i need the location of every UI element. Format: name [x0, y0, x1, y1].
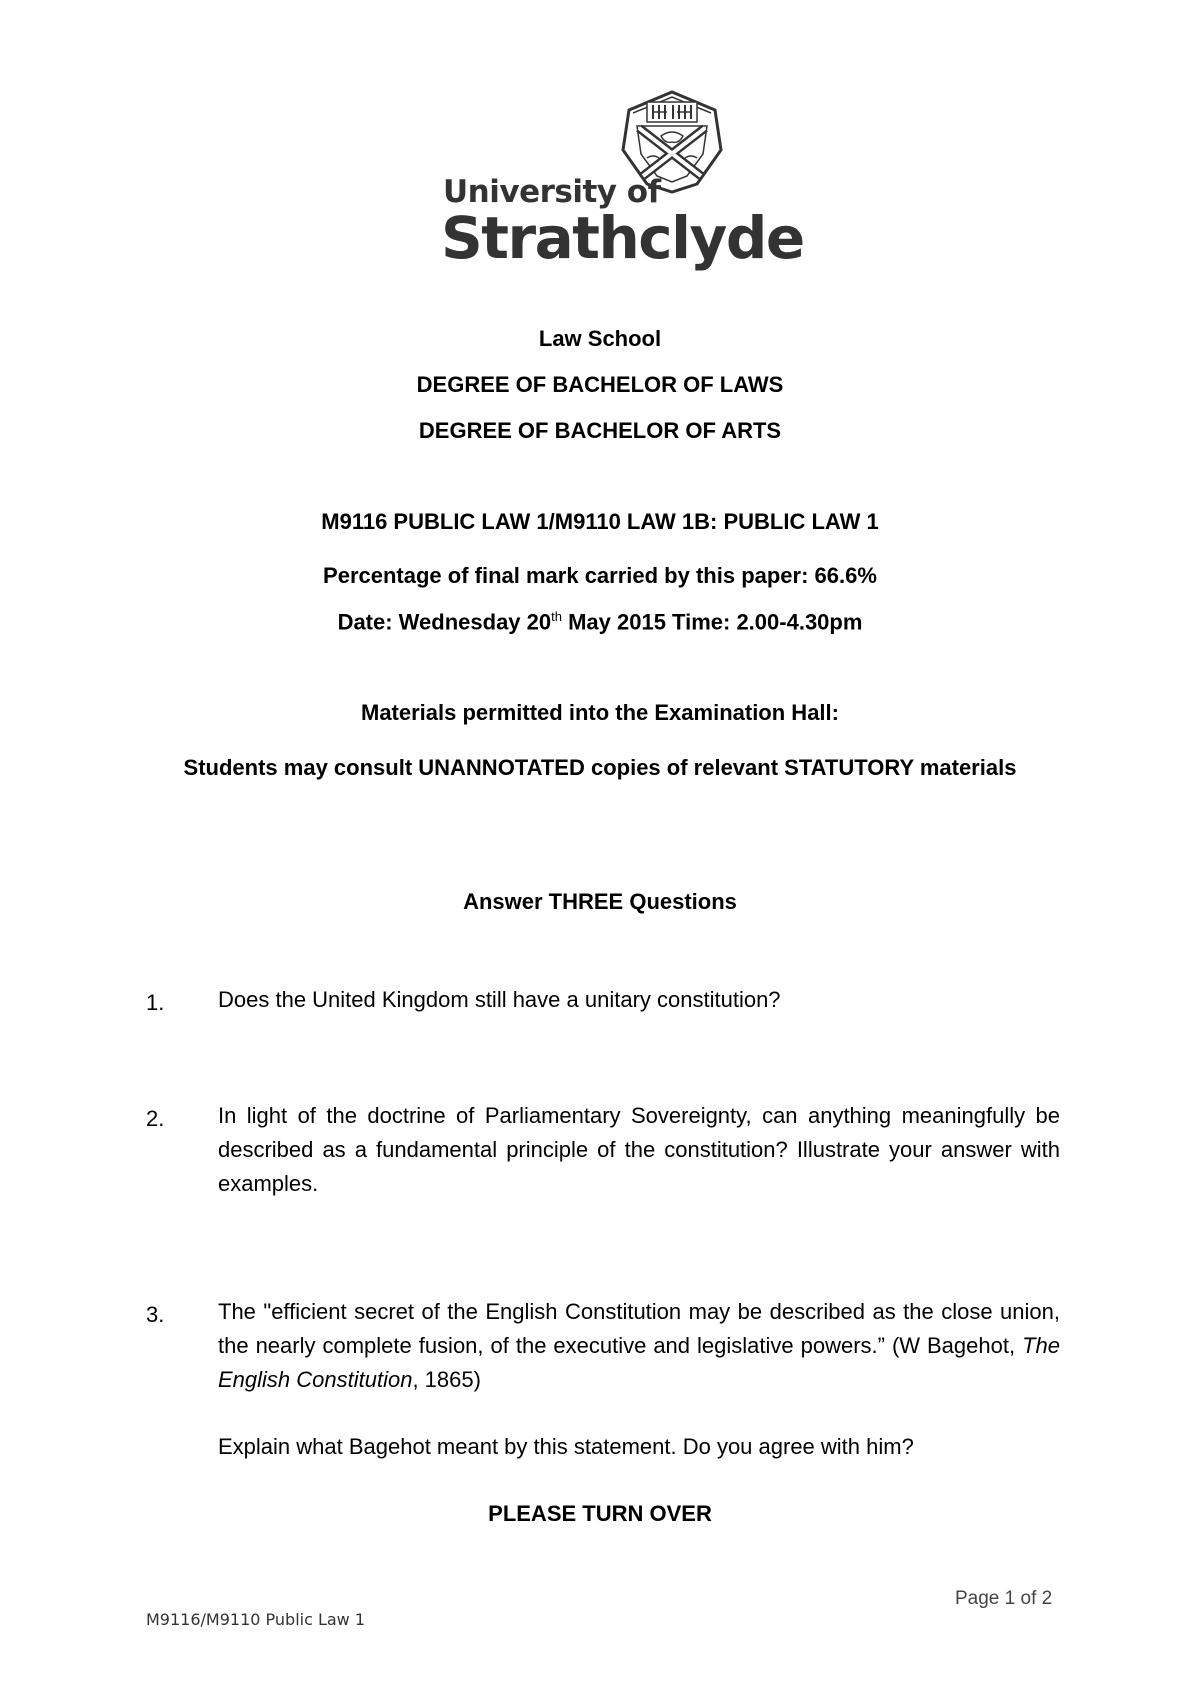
logo-strathclyde: Strathclyde	[441, 204, 804, 272]
turn-over-notice: PLEASE TURN OVER	[488, 1501, 712, 1526]
question-1-number: 1.	[146, 990, 165, 1015]
materials-text: Students may consult UNANNOTATED copies of relevant STATUTORY materials	[183, 755, 1017, 780]
question-2-number: 2.	[146, 1106, 165, 1131]
question-3-text	[218, 1295, 1060, 1397]
school-name: Law School	[538, 326, 662, 351]
logo-university-of: University of	[443, 174, 661, 210]
materials-heading: Materials permitted into the Examination Hall:	[361, 700, 839, 725]
date-suffix: May 2015 Time: 2.00-4.30pm	[561, 609, 863, 635]
question-3-quote-end: , 1865)	[412, 1367, 481, 1392]
page-number: Page 1 of 2	[955, 1588, 1053, 1609]
question-1-text: Does the United Kingdom still have a unitary constitution?	[218, 987, 781, 1012]
question-2-text: In light of the doctrine of Parliamentary Sovereignty, can anything meaningfully be described as a fundamental principle of the constitution? Illustrate your answer with examples.	[218, 1103, 1060, 1196]
answer-instruction: Answer THREE Questions	[463, 889, 737, 914]
exam-date-time	[0, 609, 1200, 635]
date-prefix: Date: Wednesday 20	[337, 609, 552, 635]
percentage-info: Percentage of final mark carried by this paper: 66.6%	[323, 563, 877, 588]
question-3-number: 3.	[146, 1302, 165, 1327]
footer-course-code: M9116/M9110 Public Law 1	[146, 1610, 366, 1629]
university-logo	[441, 88, 804, 278]
course-title: M9116 PUBLIC LAW 1/M9110 LAW 1B: PUBLIC LAW 1	[321, 509, 879, 534]
degree-arts: DEGREE OF BACHELOR OF ARTS	[418, 418, 782, 443]
degree-laws: DEGREE OF BACHELOR OF LAWS	[416, 372, 784, 397]
question-3-quote: The "efficient secret of the English Constitution may be described as the close union, the nearly complete fusion, of the executive and legislative powers.” (W Bagehot,	[218, 1299, 1060, 1358]
date-ordinal: th	[551, 609, 562, 624]
question-3-followup: Explain what Bagehot meant by this statement. Do you agree with him?	[218, 1434, 914, 1459]
question-3-book-title: The English Constitution	[218, 1333, 1060, 1392]
